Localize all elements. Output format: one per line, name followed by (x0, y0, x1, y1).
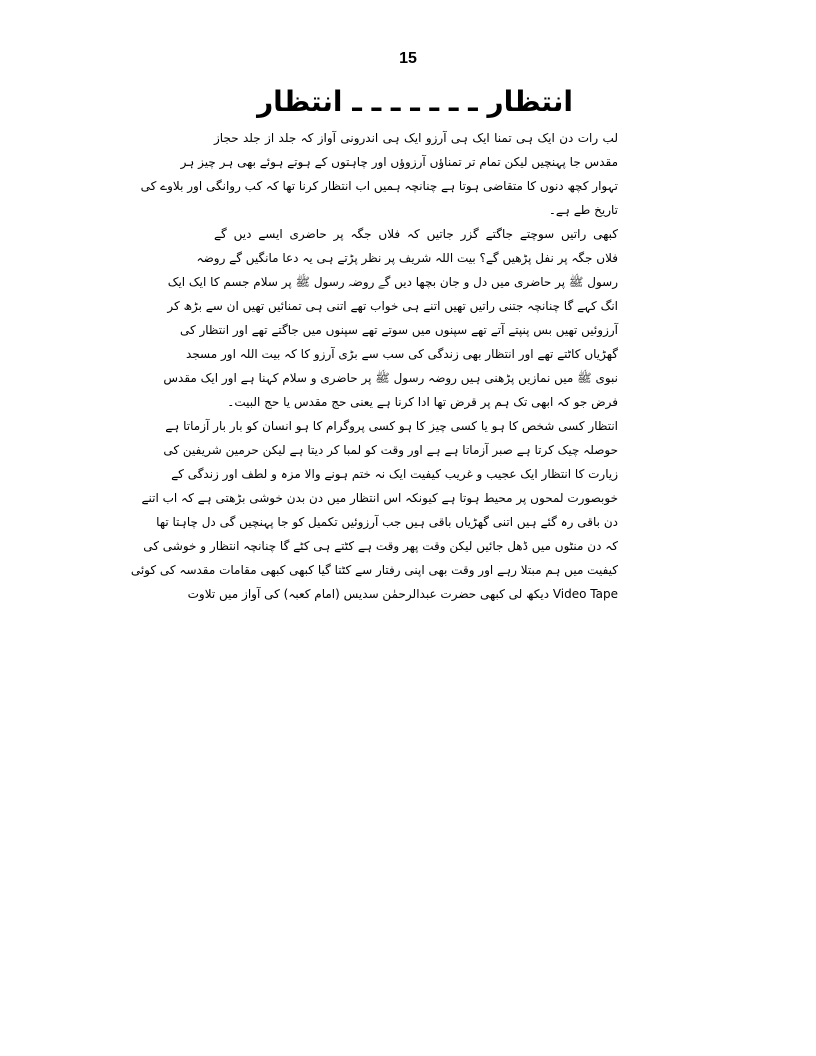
text-line: کیفیت میں ہم مبتلا رہے اور وقت بھی اپنی رفتار سے کٹتا گیا کبھی کبھی مقامات مقدسہ کی کوئی (130, 563, 618, 577)
text-line: کبھی راتیں سوچتے جاگتے گزر جاتیں کہ فلاں جگہ پر حاضری ایسے دیں گے (214, 227, 618, 241)
text-line: Video Tape دیکھ لی کبھی حضرت عبدالرحمٰن سدیس (امام کعبہ) کی آواز میں تلاوت (187, 587, 618, 601)
text-line: تاریخ طے ہے۔ (548, 203, 618, 217)
text-line: دن باقی رہ گئے ہیں اتنی گھڑیاں باقی ہیں جب آرزوئیں تکمیل کو جا پہنچیں گی دل چاہتا تھا (156, 515, 618, 529)
text-line: فلاں جگہ پر نفل پڑھیں گے؟ بیت اللہ شریف پر نظر پڑتے ہی یہ دعا مانگیں گے روضہ (196, 251, 618, 265)
text-line: لب رات دن ایک ہی تمنا ایک ہی آرزو ایک ہی اندرونی آواز کہ جلد از جلد حجاز (214, 131, 618, 145)
text-line: زیارت کا انتظار ایک عجیب و غریب کیفیت ایک نہ ختم ہونے والا مزہ و لطف اور زندگی کے (171, 467, 618, 481)
text-line: فرض جو کہ ابھی تک ہم پر قرض تھا ادا کرنا ہے یعنی حج مقدس یا حج البیت۔ (227, 395, 618, 409)
text-line: گھڑیاں کاٹتے تھے اور انتظار بھی زندگی کی سب سے بڑی آرزو کا کہ بیت اللہ اور مسجد (186, 347, 618, 361)
body-text (130, 126, 618, 606)
page-number: 15 (399, 50, 417, 67)
text-line: نبوی ﷺ میں نمازیں پڑھنی ہیں روضہ رسول ﷺ پر حاضری و سلام کہنا ہے اور ایک مقدس (163, 371, 618, 385)
text-line: انتظار کسی شخص کا ہو یا کسی چیز کا ہو کسی پروگرام کا ہو انسان کو بار بار آزماتا ہے (165, 419, 618, 433)
text-line: مقدس جا پہنچیں لیکن تمام تر تمناؤں آرزوؤں اور چاہتوں کے ہوتے ہوئے بھی ہر چیز ہر (180, 155, 618, 169)
text-line: تہوار کچھ دنوں کا متقاضی ہوتا ہے چنانچہ ہمیں اب انتظار کرنا تھا کہ کب روانگی اور بلاوے کی (140, 179, 618, 193)
text-line: کہ دن منٹوں میں ڈھل جائیں لیکن وقت پھر وقت ہے کٹتے ہی کٹے گا چنانچہ انتظار و خوشی کی (143, 539, 618, 553)
text-line: خوبصورت لمحوں پر محیط ہوتا ہے کیونکہ اس انتظار میں دن بدن خوشی بڑھتی ہے کہ اب اتنے (141, 491, 618, 505)
text-line: رسول ﷺ پر حاضری میں دل و جان بچھا دیں گے روضہ رسول ﷺ پر سلام جسم کا ایک ایک (167, 275, 618, 289)
text-line: انگ کہے گا چنانچہ جتنی راتیں تھیں اتنے ہی خواب تھے اتنی ہی تمنائیں تھیں ان سے بڑھ کر (167, 299, 618, 313)
chapter-heading: انتظار ـ ـ ـ ـ ـ ـ ـ انتظار (257, 85, 573, 118)
text-line: حوصلہ چیک کرتا ہے صبر آزماتا ہے ہے اور وقت کو لمبا کر دیتا ہے لیکن حرمین شریفین کی (163, 443, 618, 457)
text-line: آرزوئیں تھیں بس پنپتے آتے تھے سپنوں میں سوتے تھے سپنوں میں جاگتے تھے اور انتظار کی (179, 323, 618, 337)
